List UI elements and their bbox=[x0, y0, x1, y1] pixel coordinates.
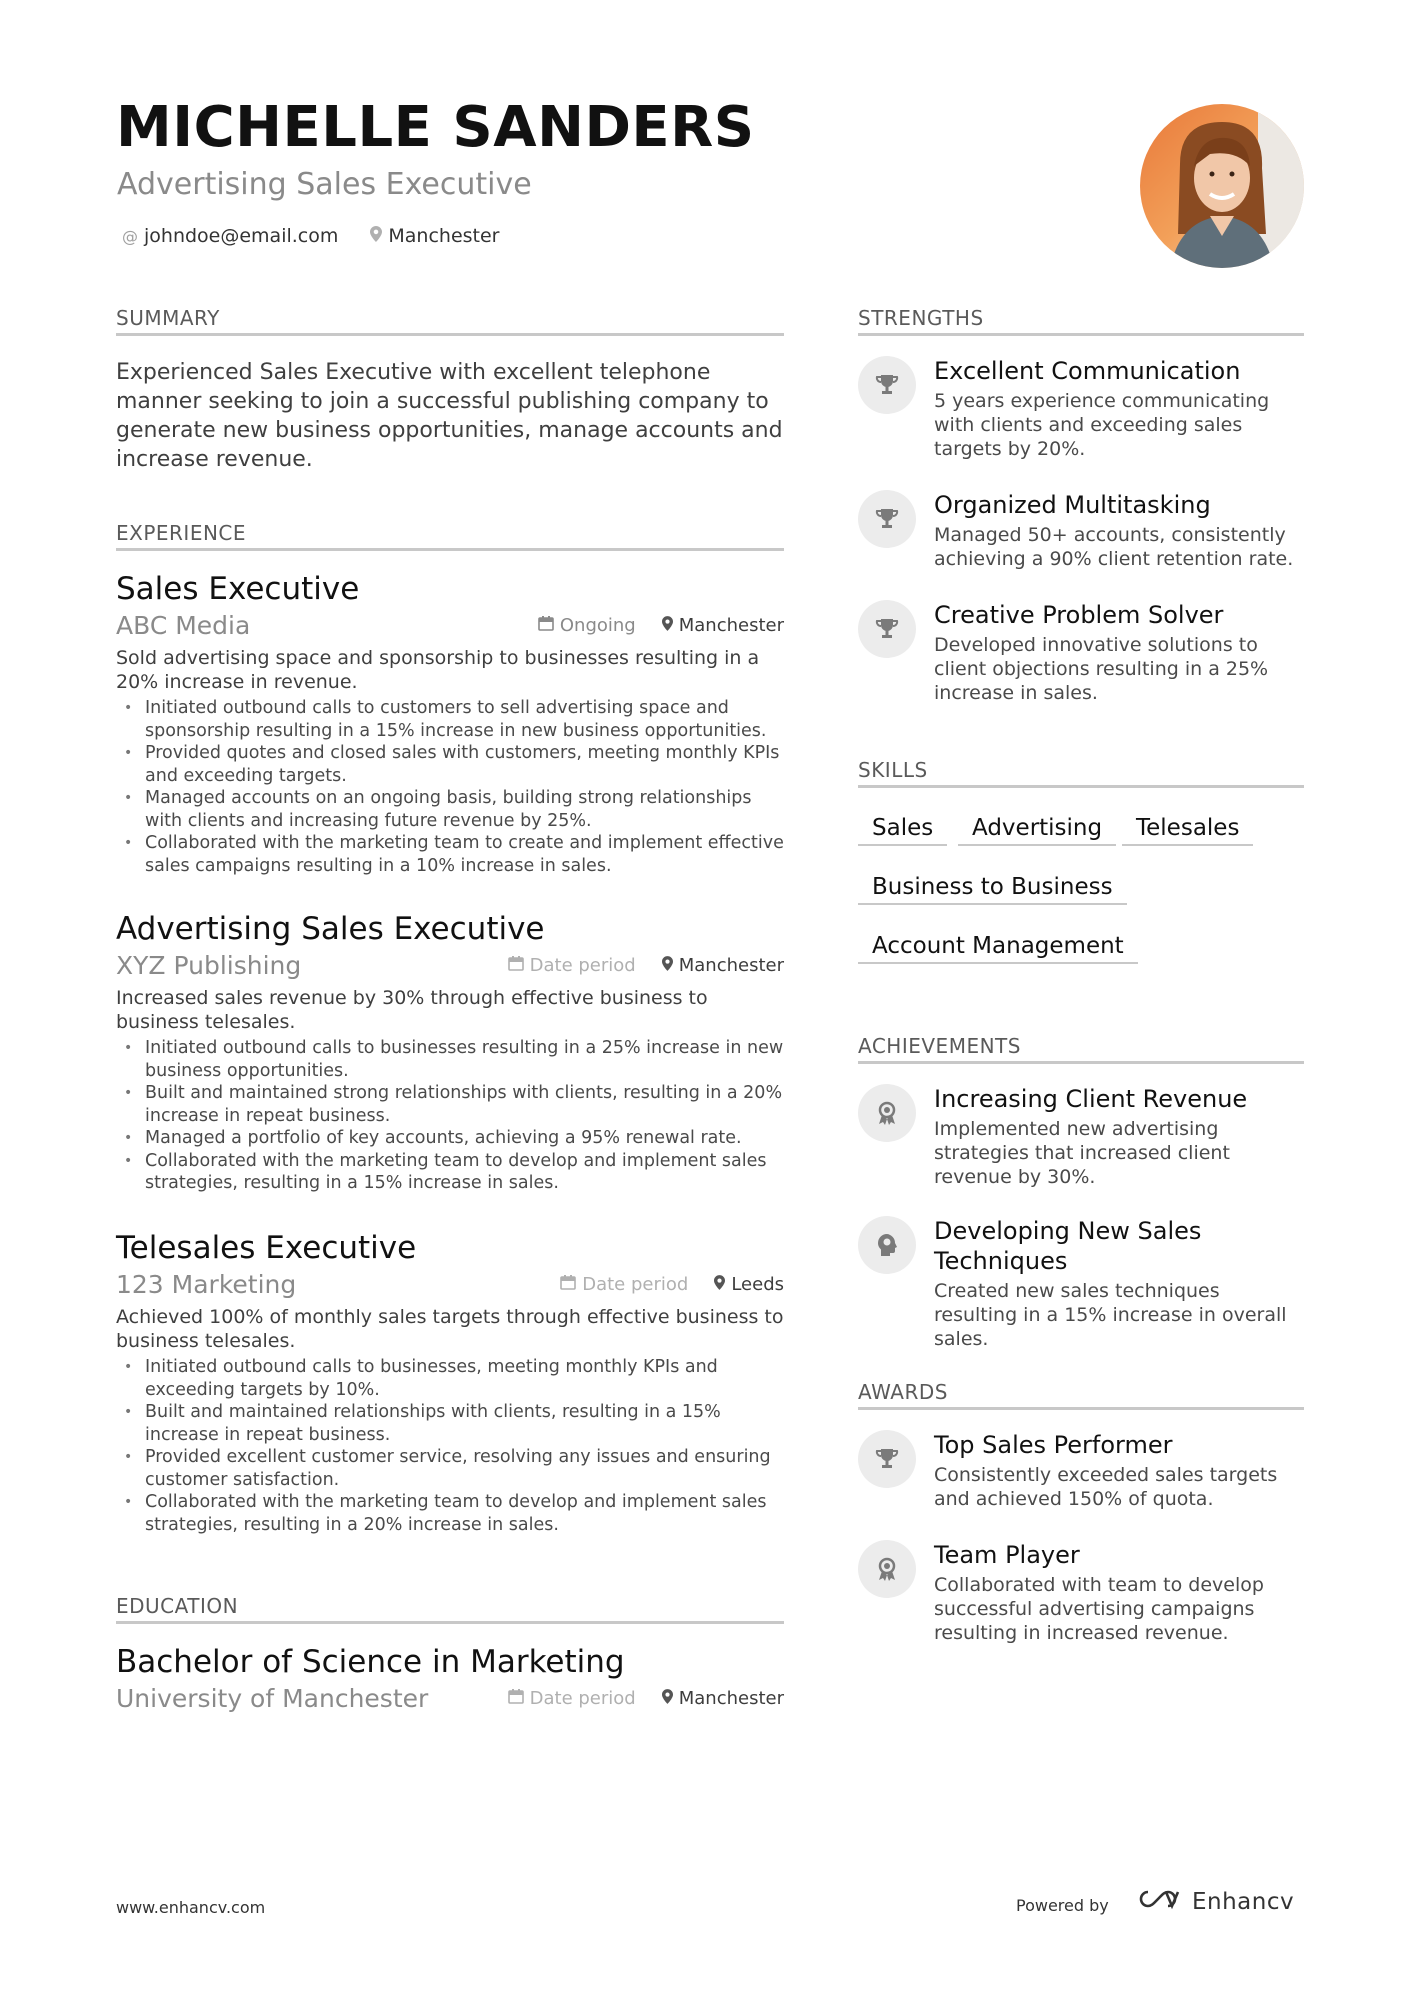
section-title-achievements: ACHIEVEMENTS bbox=[858, 1034, 1021, 1058]
list-item: • Collaborated with the marketing team to develop and implement sales strategies, resulting in a 15% increase in sales. bbox=[116, 1150, 784, 1195]
experience-entry bbox=[116, 1230, 784, 1536]
list-item: • Built and maintained relationships with clients, resulting in a 15% increase in repeat business. bbox=[116, 1401, 784, 1446]
section-divider bbox=[858, 1061, 1304, 1064]
strength-description: Developed innovative solutions to client objections resulting in a 25% increase in sales. bbox=[934, 634, 1269, 704]
job-location-text: Leeds bbox=[731, 1274, 784, 1295]
list-item: • Initiated outbound calls to businesses resulting in a 25% increase in new business opportunities. bbox=[116, 1037, 784, 1082]
list-item: • Initiated outbound calls to businesses, meeting monthly KPIs and exceeding targets by 10%. bbox=[116, 1356, 784, 1401]
footer-url[interactable]: www.enhancv.com bbox=[116, 1898, 266, 1917]
job-details bbox=[538, 615, 784, 636]
skill-tag: Telesales bbox=[1122, 812, 1253, 846]
job-location bbox=[662, 615, 784, 636]
education-meta bbox=[116, 1684, 784, 1713]
calendar-icon bbox=[560, 1274, 576, 1295]
contact-location bbox=[370, 225, 499, 247]
job-title: Advertising Sales Executive bbox=[116, 911, 545, 947]
skill-tag: Account Management bbox=[858, 930, 1138, 964]
candidate-name: MICHELLE SANDERS bbox=[116, 95, 755, 160]
medal-icon bbox=[858, 1084, 916, 1142]
section-title-skills: SKILLS bbox=[858, 758, 928, 782]
section-divider bbox=[858, 785, 1304, 788]
list-item: • Initiated outbound calls to customers to sell advertising space and sponsorship resulting in a 15% increase in new business opportunities. bbox=[116, 697, 784, 742]
list-item: • Managed a portfolio of key accounts, achieving a 95% renewal rate. bbox=[116, 1127, 784, 1150]
award-item bbox=[858, 1540, 1304, 1645]
section-divider bbox=[858, 333, 1304, 336]
job-bullets bbox=[116, 1037, 784, 1195]
job-details bbox=[508, 955, 784, 976]
education-date-text: Date period bbox=[529, 1688, 636, 1709]
education-location-text: Manchester bbox=[678, 1688, 784, 1709]
award-item bbox=[858, 1430, 1304, 1511]
job-company: 123 Marketing bbox=[116, 1270, 297, 1299]
calendar-icon bbox=[508, 1688, 524, 1709]
strength-item bbox=[858, 356, 1304, 461]
section-title-summary: SUMMARY bbox=[116, 306, 220, 330]
email-text: johndoe@email.com bbox=[144, 225, 339, 247]
list-item: • Collaborated with the marketing team to create and implement effective sales campaigns resulting in a 10% increase in sales. bbox=[116, 832, 784, 877]
strength-description: 5 years experience communicating with clients and exceeding sales targets by 20%. bbox=[934, 390, 1270, 460]
footer-powered-by: Powered by bbox=[1016, 1896, 1109, 1915]
job-location bbox=[662, 955, 784, 976]
strength-item bbox=[858, 490, 1304, 571]
strength-title: Creative Problem Solver bbox=[934, 601, 1224, 629]
list-item: • Built and maintained strong relationships with clients, resulting in a 20% increase in repeat business. bbox=[116, 1082, 784, 1127]
strength-item bbox=[858, 600, 1304, 705]
medal-icon bbox=[858, 1540, 916, 1598]
list-item: • Collaborated with the marketing team to develop and implement sales strategies, resulting in a 20% increase in sales. bbox=[116, 1491, 784, 1536]
calendar-icon bbox=[538, 615, 554, 636]
head-bulb-icon bbox=[858, 1216, 916, 1274]
location-pin-icon bbox=[662, 955, 673, 976]
list-item: • Provided quotes and closed sales with customers, meeting monthly KPIs and exceeding targets. bbox=[116, 742, 784, 787]
job-bullets bbox=[116, 697, 784, 877]
section-title-education: EDUCATION bbox=[116, 1594, 239, 1618]
education-entry bbox=[116, 1644, 784, 1713]
skill-tag: Business to Business bbox=[858, 871, 1127, 905]
section-divider bbox=[858, 1407, 1304, 1410]
job-location bbox=[714, 1274, 784, 1295]
job-details bbox=[560, 1274, 784, 1295]
section-divider bbox=[116, 548, 784, 551]
trophy-icon bbox=[858, 1430, 916, 1488]
skill-tag: Sales bbox=[858, 812, 947, 846]
job-title: Sales Executive bbox=[116, 571, 360, 607]
strength-title: Organized Multitasking bbox=[934, 491, 1211, 519]
section-title-strengths: STRENGTHS bbox=[858, 306, 984, 330]
achievement-description: Implemented new advertising strategies that increased client revenue by 30%. bbox=[934, 1118, 1230, 1188]
job-company: XYZ Publishing bbox=[116, 951, 302, 980]
award-description: Collaborated with team to develop successful advertising campaigns resulting in increased revenue. bbox=[934, 1574, 1264, 1644]
skill-tag: Advertising bbox=[958, 812, 1116, 846]
at-icon: @ bbox=[122, 226, 138, 246]
achievement-title: Increasing Client Revenue bbox=[934, 1085, 1248, 1113]
strength-description: Managed 50+ accounts, consistently achieving a 90% client retention rate. bbox=[934, 524, 1294, 570]
experience-entry bbox=[116, 911, 784, 1195]
trophy-icon bbox=[858, 490, 916, 548]
job-meta bbox=[116, 1270, 784, 1299]
job-description: Sold advertising space and sponsorship to businesses resulting in a 20% increase in revenue. bbox=[116, 647, 760, 693]
location-text: Manchester bbox=[388, 225, 500, 247]
award-description: Consistently exceeded sales targets and achieved 150% of quota. bbox=[934, 1464, 1278, 1510]
award-title: Team Player bbox=[934, 1541, 1080, 1569]
job-bullets bbox=[116, 1356, 784, 1536]
job-location-text: Manchester bbox=[678, 615, 784, 636]
contact-row bbox=[122, 225, 500, 247]
candidate-role: Advertising Sales Executive bbox=[117, 167, 532, 202]
section-title-experience: EXPERIENCE bbox=[116, 521, 247, 545]
job-date bbox=[538, 615, 636, 636]
list-item: • Provided excellent customer service, resolving any issues and ensuring customer satisfaction. bbox=[116, 1446, 784, 1491]
job-date-text: Date period bbox=[529, 955, 636, 976]
section-divider bbox=[116, 1621, 784, 1624]
summary-text: Experienced Sales Executive with excellent telephone manner seeking to join a successful publishing company to generate new business opportunities, manage accounts and increase revenue. bbox=[116, 360, 783, 472]
achievement-title: Developing New Sales Techniques bbox=[934, 1217, 1202, 1275]
location-pin-icon bbox=[662, 615, 673, 636]
enhancv-logo-icon bbox=[1136, 1888, 1182, 1916]
contact-email[interactable] bbox=[122, 225, 338, 247]
job-company: ABC Media bbox=[116, 611, 251, 640]
education-date bbox=[508, 1688, 636, 1709]
job-description: Increased sales revenue by 30% through effective business to business telesales. bbox=[116, 987, 708, 1033]
trophy-icon bbox=[858, 356, 916, 414]
calendar-icon bbox=[508, 955, 524, 976]
brand-name: Enhancv bbox=[1192, 1889, 1295, 1915]
strength-title: Excellent Communication bbox=[934, 357, 1241, 385]
brand-logo[interactable] bbox=[1136, 1888, 1294, 1916]
section-divider bbox=[116, 333, 784, 336]
achievement-item bbox=[858, 1084, 1304, 1189]
award-title: Top Sales Performer bbox=[934, 1431, 1173, 1459]
job-location-text: Manchester bbox=[678, 955, 784, 976]
degree-title: Bachelor of Science in Marketing bbox=[116, 1644, 625, 1680]
job-date-text: Date period bbox=[582, 1274, 689, 1295]
location-pin-icon bbox=[714, 1274, 725, 1295]
job-title: Telesales Executive bbox=[116, 1230, 417, 1266]
achievement-item bbox=[858, 1216, 1304, 1351]
location-pin-icon bbox=[370, 226, 382, 246]
achievement-description: Created new sales techniques resulting in a 15% increase in overall sales. bbox=[934, 1280, 1287, 1350]
job-meta bbox=[116, 611, 784, 640]
job-date bbox=[508, 955, 636, 976]
trophy-icon bbox=[858, 600, 916, 658]
experience-entry bbox=[116, 571, 784, 877]
profile-photo bbox=[1140, 104, 1304, 268]
location-pin-icon bbox=[662, 1688, 673, 1709]
job-description: Achieved 100% of monthly sales targets through effective business to business telesales. bbox=[116, 1306, 784, 1352]
school-name: University of Manchester bbox=[116, 1684, 429, 1713]
job-date-text: Ongoing bbox=[559, 615, 636, 636]
job-meta bbox=[116, 951, 784, 980]
job-date bbox=[560, 1274, 688, 1295]
list-item: • Managed accounts on an ongoing basis, building strong relationships with clients and increasing future revenue by 25%. bbox=[116, 787, 784, 832]
education-details bbox=[508, 1688, 784, 1709]
section-title-awards: AWARDS bbox=[858, 1380, 948, 1404]
education-location bbox=[662, 1688, 784, 1709]
